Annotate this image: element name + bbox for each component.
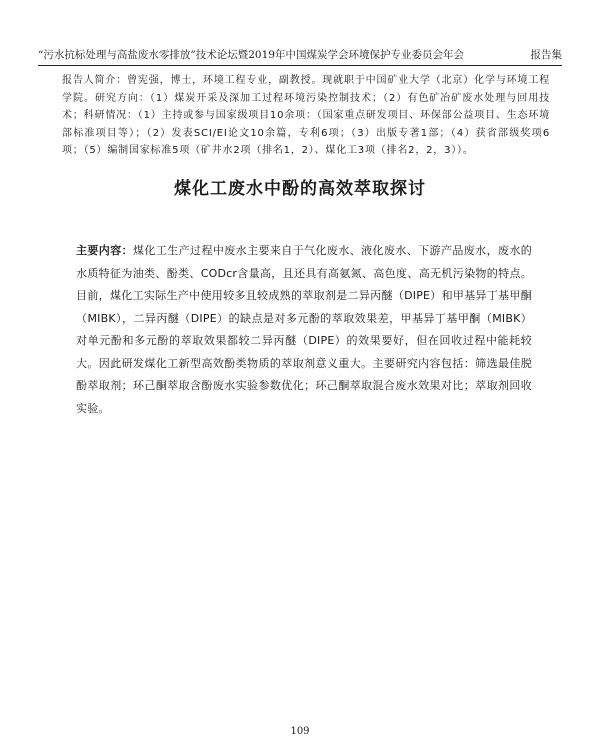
abstract-text: 煤化工生产过程中废水主要来自于气化废水、液化废水、下游产品废水，废水的水质特征为油类、酚类、CODcr含量高，且还具有高氨氮、高色度、高无机污染物的特点。目前，煤化工实际生产中使用较多且较成熟的萃取剂是二异丙醚（DIPE）和甲基异丁基甲酮（MIBK），二异丙醚（DIPE）的缺点是对多元酚的萃取效果差，甲基异丁基甲酮（MIBK）对单元酚和多元酚的萃取效果都较二异丙醚（DIPE）的效果要好，但在回收过程中能耗较大。因此研发煤化工新型高效酚类物质的萃取剂意义重大。主要研究内容包括：筛选最佳脱酚萃取剂；环己酮萃取含酚废水实验参数优化；环己酮萃取混合废水效果对比；萃取剂回收实验。 bbox=[76, 244, 533, 415]
section-tag: 报告集 bbox=[530, 49, 562, 61]
conference-title: “污水抗标处理与高盐废水零排放”技术论坛暨2019年中国煤炭学会环境保护专业委员会年会 bbox=[38, 49, 464, 61]
author-bio: 报告人简介：曾宪强，博士，环境工程专业，副教授。现就职于中国矿业大学（北京）化学与环境工程学院。研究方向：（1）煤炭开采及深加工过程环境污染控制技术；（2）有色矿冶矿废水处理与回用技术；科研情况：（1）主持或参与国家级项目10余项：（国家重点研发项目、环保部公益项目、生态环境部标准项目等）；（2）发表SCI/EI论文10余篇，专利6项；（3）出版专著1部；（4）获省部级奖项6项；（5）编制国家标准5项（矿井水2项（排名1，2）、煤化工3项（排名2，2，3））。 bbox=[62, 75, 550, 156]
paper-title: 煤化工废水中酚的高效萃取探讨 bbox=[174, 179, 426, 199]
running-header bbox=[38, 42, 562, 66]
abstract bbox=[76, 240, 532, 420]
page-number: 109 bbox=[290, 726, 310, 737]
abstract-label: 主要内容： bbox=[76, 244, 134, 257]
